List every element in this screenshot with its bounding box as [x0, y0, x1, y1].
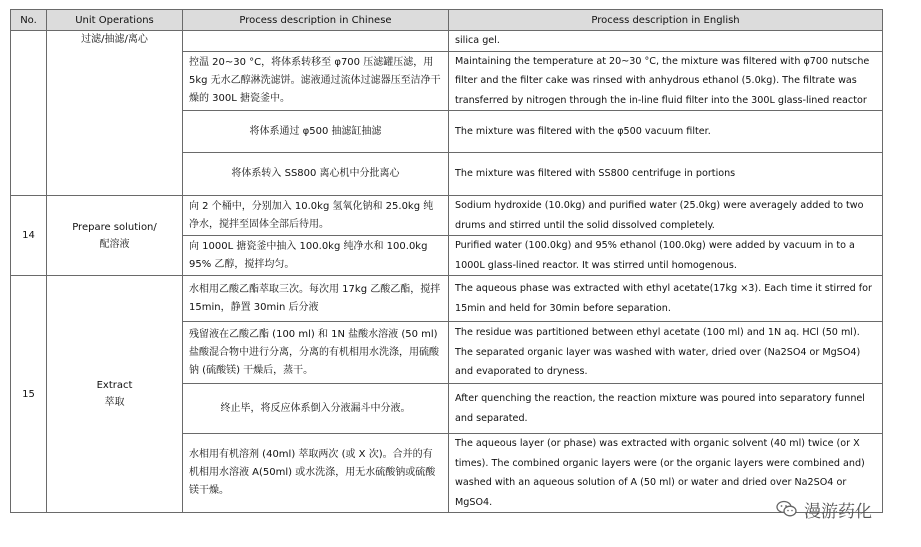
en-description: The mixture was filtered with SS800 centrifuge in portions	[449, 153, 883, 196]
table-row	[11, 31, 883, 52]
header-no: No.	[11, 10, 47, 31]
en-description: silica gel.	[449, 31, 883, 52]
unit-operation-cell	[47, 31, 183, 196]
unit-operation-cell	[47, 196, 183, 276]
cn-description: 向 2 个桶中，分别加入 10.0kg 氢氧化钠和 25.0kg 纯净水，搅拌至固体全部后待用。	[183, 196, 449, 236]
cn-description: 将体系转入 SS800 离心机中分批离心	[183, 153, 449, 196]
en-description: Sodium hydroxide (10.0kg) and purified water (25.0kg) were averagely added to two drums and stirred until the solid dissolved completely.	[449, 196, 883, 236]
row-number: 14	[11, 196, 47, 276]
header-chinese: Process description in Chinese	[183, 10, 449, 31]
header-unit-operations: Unit Operations	[47, 10, 183, 31]
cn-description: 向 1000L 搪瓷釜中抽入 100.0kg 纯净水和 100.0kg 95% 乙醇，搅拌均匀。	[183, 236, 449, 276]
cn-description: 水相用乙酸乙酯萃取三次。每次用 17kg 乙酸乙酯，搅拌 15min，静置 30min 后分液	[183, 276, 449, 322]
en-description: The aqueous layer (or phase) was extracted with organic solvent (40 ml) twice (or X times). The combined organic layers were (or the organic layers were combined and) washed with an aqueous solution of A (50 ml) or water and dried over Na2SO4 or MgSO4.	[449, 434, 883, 513]
en-description: The mixture was filtered with the φ500 vacuum filter.	[449, 111, 883, 153]
table-row	[11, 276, 883, 322]
en-description: The aqueous phase was extracted with ethyl acetate(17kg ×3). Each time it stirred for 15min and held for 30min before separation.	[449, 276, 883, 322]
en-description: After quenching the reaction, the reaction mixture was poured into separatory funnel and separated.	[449, 384, 883, 434]
en-description: The residue was partitioned between ethyl acetate (100 ml) and 1N aq. HCl (50 ml). The separated organic layer was washed with water, dried over (Na2SO4 or MgSO4) and evaporated to dryness.	[449, 322, 883, 384]
unit-operation-en: Extract	[96, 380, 133, 391]
unit-operation-en: Prepare solution/	[72, 221, 157, 233]
en-description: Maintaining the temperature at 20~30 °C, the mixture was filtered with φ700 nutsche filter and the filter cake was rinsed with anhydrous ethanol (5.0kg). The filtrate was transferred by nitrogen through the in-line fluid filter into the 300L glass-lined reactor	[449, 51, 883, 111]
cn-description: 残留液在乙酸乙酯 (100 ml) 和 1N 盐酸水溶液 (50 ml) 盐酸混合物中进行分离，分离的有机相用水洗涤，用硫酸钠 (硫酸镁) 干燥后，蒸干。	[183, 322, 449, 384]
watermark-text: 漫游药化	[804, 501, 872, 522]
table-row	[11, 196, 883, 236]
cn-description: 控温 20~30 °C，将体系转移至 φ700 压滤罐压滤，用 5kg 无水乙醇淋洗滤饼。滤液通过流体过滤器压至洁净干燥的 300L 搪瓷釜中。	[183, 51, 449, 111]
watermark	[776, 496, 891, 522]
row-number: 15	[11, 276, 47, 513]
header-english: Process description in English	[449, 10, 883, 31]
cn-description: 将体系通过 φ500 抽滤缸抽滤	[183, 111, 449, 153]
process-table	[10, 9, 883, 513]
row-number	[11, 31, 47, 196]
unit-operation-cn: 过滤/抽滤/离心	[81, 34, 148, 45]
cn-description: 水相用有机溶剂 (40ml) 萃取两次 (或 X 次)。合并的有机相用水溶液 A(50ml) 或水洗涤，用无水硫酸钠或硫酸镁干燥。	[183, 434, 449, 513]
cn-description	[183, 31, 449, 52]
unit-operation-cell	[47, 276, 183, 513]
cn-description: 终止毕，将反应体系倒入分液漏斗中分液。	[183, 384, 449, 434]
unit-operation-cn: 配溶液	[99, 238, 130, 250]
unit-operation-cn: 萃取	[104, 397, 125, 408]
header-row	[11, 10, 883, 31]
en-description: Purified water (100.0kg) and 95% ethanol (100.0kg) were added by vacuum in to a 1000L glass-lined reactor. It was stirred until homogenous.	[449, 236, 883, 276]
wechat-icon	[776, 500, 798, 518]
